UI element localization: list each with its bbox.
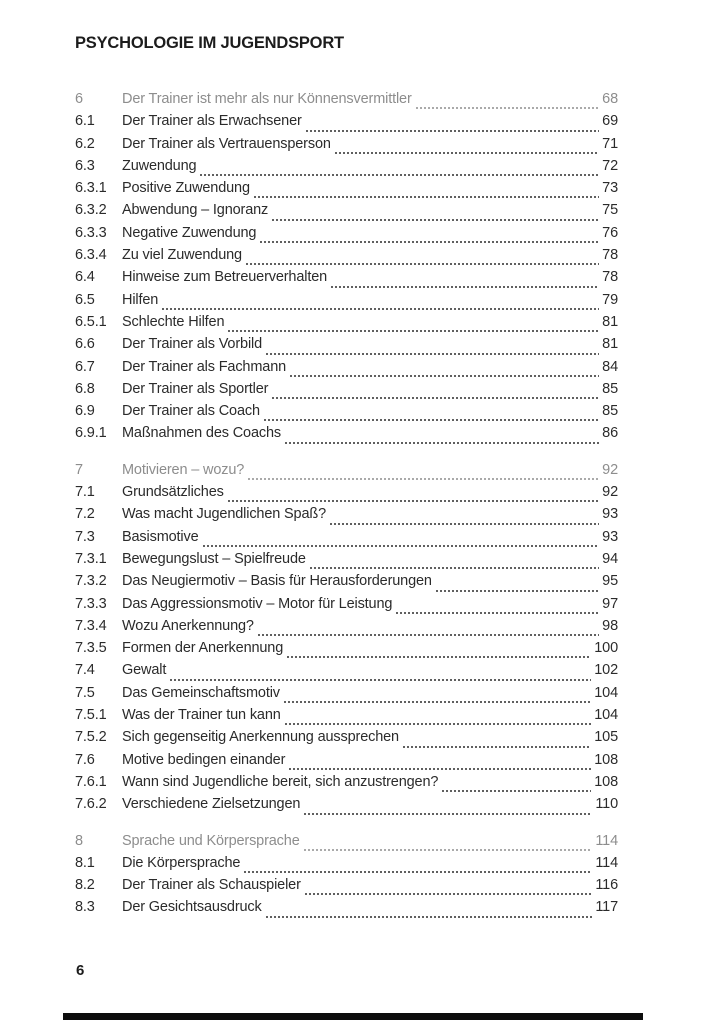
toc-entry-page: 92: [602, 461, 618, 478]
toc-entry-title: Schlechte Hilfen: [122, 313, 225, 330]
dot-leader: [200, 174, 599, 176]
toc-entry-number: 7: [75, 461, 83, 478]
toc-entry-title: Die Körpersprache: [122, 854, 241, 871]
toc-entry-number: 6.9: [75, 403, 95, 420]
dot-leader: [266, 916, 593, 918]
toc-entry-title: Sprache und Körpersprache: [122, 832, 300, 849]
toc-entry-page: 108: [594, 773, 618, 790]
toc-entry-page: 104: [594, 684, 618, 701]
toc-entry-title: Der Trainer als Coach: [122, 403, 260, 420]
toc-entry-page: 95: [602, 573, 618, 590]
toc-entry-page: 68: [602, 91, 618, 107]
toc-entry-number: 7.6.2: [75, 796, 107, 813]
toc-entry-page: 79: [602, 291, 618, 308]
toc-entry-page: 78: [602, 247, 618, 264]
dot-leader: [306, 130, 599, 132]
dot-leader: [330, 523, 599, 525]
dot-leader: [304, 813, 592, 815]
toc-entry-title: Der Trainer als Schauspieler: [122, 877, 301, 894]
toc-row: [75, 158, 618, 180]
dot-leader: [436, 590, 599, 592]
dot-leader: [244, 871, 592, 873]
toc-row: [75, 729, 618, 751]
dot-leader: [290, 375, 599, 377]
toc-entry-page: 81: [602, 313, 618, 330]
toc-entry-page: 117: [595, 899, 618, 916]
dot-leader: [228, 500, 599, 502]
toc-row: [75, 484, 618, 506]
toc-row: [75, 381, 618, 403]
toc-entry-title: Sich gegenseitig Anerkennung aussprechen: [122, 729, 399, 746]
toc-entry-page: 92: [602, 484, 618, 501]
toc-entry-title: Motivieren – wozu?: [122, 461, 245, 478]
toc-entry-title: Was der Trainer tun kann: [122, 707, 281, 724]
toc-entry-page: 97: [602, 595, 618, 612]
toc-entry-title: Abwendung – Ignoranz: [122, 202, 269, 219]
toc-entry-title: Gewalt: [122, 662, 167, 679]
toc-entry-number: 7.2: [75, 506, 95, 523]
toc-entry-title: Zu viel Zuwendung: [122, 247, 242, 264]
toc-row: [75, 202, 618, 224]
toc-entry-page: 85: [602, 380, 618, 397]
toc-entry-number: 7.5.2: [75, 729, 107, 746]
dot-leader: [284, 701, 591, 703]
toc-entry-number: 7.3.1: [75, 550, 107, 567]
toc-row: [75, 774, 618, 796]
toc-chapter-group: [75, 91, 618, 448]
toc-entry-number: 8.3: [75, 899, 95, 916]
toc-section-row: [75, 462, 618, 484]
dot-leader: [260, 241, 599, 243]
toc-row: [75, 425, 618, 447]
dot-leader: [258, 634, 599, 636]
dot-leader: [246, 263, 599, 265]
toc-entry-title: Das Gemeinschaftsmotiv: [122, 684, 280, 701]
toc-entry-page: 75: [602, 202, 618, 219]
toc-row: [75, 796, 618, 818]
toc-row: [75, 336, 618, 358]
toc-row: [75, 225, 618, 247]
toc-chapter-group: [75, 833, 618, 922]
toc-entry-page: 114: [595, 832, 618, 849]
toc-entry-page: 114: [595, 854, 618, 871]
toc-entry-number: 8: [75, 832, 83, 849]
toc-row: [75, 596, 618, 618]
toc-entry-title: Der Trainer als Vertrauensperson: [122, 135, 331, 152]
toc-entry-number: 6.8: [75, 380, 95, 397]
toc-entry-number: 7.5: [75, 684, 95, 701]
dot-leader: [289, 768, 591, 770]
toc-entry-page: 86: [602, 425, 618, 442]
footer-page-number: 6: [76, 962, 85, 979]
toc-chapter-group: [75, 462, 618, 819]
toc-entry-title: Basismotive: [122, 528, 199, 545]
toc-entry-number: 6.3.3: [75, 224, 107, 241]
toc-entry-title: Der Trainer als Vorbild: [122, 336, 262, 353]
toc-entry-title: Bewegungslust – Spielfreude: [122, 550, 306, 567]
dot-leader: [162, 308, 599, 310]
toc-entry-title: Verschiedene Zielsetzungen: [122, 796, 301, 813]
toc-list: [75, 91, 618, 922]
dot-leader: [272, 219, 599, 221]
dot-leader: [331, 286, 599, 288]
toc-entry-number: 6.9.1: [75, 425, 107, 442]
dot-leader: [248, 478, 599, 480]
dot-leader: [170, 679, 591, 681]
dot-leader: [305, 893, 593, 895]
toc-row: [75, 618, 618, 640]
dot-leader: [254, 196, 599, 198]
toc-row: [75, 529, 618, 551]
toc-entry-number: 7.5.1: [75, 707, 107, 724]
toc-entry-number: 6.6: [75, 336, 95, 353]
toc-entry-page: 72: [602, 157, 618, 174]
toc-entry-title: Maßnahmen des Coachs: [122, 425, 281, 442]
toc-row: [75, 180, 618, 202]
toc-entry-number: 7.6: [75, 751, 95, 768]
dot-leader: [396, 612, 599, 614]
toc-entry-page: 71: [602, 135, 618, 152]
toc-entry-title: Grundsätzliches: [122, 484, 224, 501]
toc-entry-page: 102: [594, 662, 618, 679]
toc-row: [75, 113, 618, 135]
toc-entry-page: 73: [602, 180, 618, 197]
toc-entry-title: Das Aggressionsmotiv – Motor für Leistung: [122, 595, 393, 612]
toc-entry-title: Wozu Anerkennung?: [122, 617, 254, 634]
toc-entry-number: 6.3.4: [75, 247, 107, 264]
toc-entry-number: 6.3.2: [75, 202, 107, 219]
toc-row: [75, 707, 618, 729]
toc-entry-page: 98: [602, 617, 618, 634]
toc-row: [75, 662, 618, 684]
toc-row: [75, 247, 618, 269]
toc-section-row: [75, 91, 618, 113]
toc-entry-page: 110: [595, 796, 618, 813]
toc-entry-number: 6.2: [75, 135, 95, 152]
toc-entry-number: 6: [75, 91, 83, 107]
toc-row: [75, 359, 618, 381]
toc-row: [75, 640, 618, 662]
toc-entry-title: Zuwendung: [122, 157, 197, 174]
toc-entry-page: 100: [594, 640, 618, 657]
dot-leader: [228, 330, 599, 332]
toc-entry-page: 94: [602, 550, 618, 567]
dot-leader: [266, 353, 599, 355]
toc-row: [75, 506, 618, 528]
toc-row: [75, 752, 618, 774]
page-header-title: PSYCHOLOGIE IM JUGENDSPORT: [75, 33, 344, 52]
dot-leader: [272, 397, 599, 399]
toc-entry-title: Formen der Anerkennung: [122, 640, 284, 657]
toc-entry-number: 7.3: [75, 528, 95, 545]
toc-entry-title: Das Neugiermotiv – Basis für Herausforderungen: [122, 573, 432, 590]
toc-entry-title: Der Gesichtsausdruck: [122, 899, 262, 916]
toc-entry-page: 85: [602, 403, 618, 420]
toc-entry-page: 76: [602, 224, 618, 241]
toc-entry-page: 93: [602, 506, 618, 523]
toc-entry-page: 108: [594, 751, 618, 768]
toc-entry-number: 7.3.3: [75, 595, 107, 612]
toc-entry-page: 78: [602, 269, 618, 286]
toc-entry-page: 69: [602, 113, 618, 130]
dot-leader: [285, 723, 592, 725]
toc-row: [75, 877, 618, 899]
toc-entry-page: 116: [595, 877, 618, 894]
toc-row: [75, 314, 618, 336]
dot-leader: [287, 656, 591, 658]
toc-entry-number: 8.1: [75, 854, 95, 871]
toc-entry-page: 105: [594, 729, 618, 746]
dot-leader: [264, 419, 599, 421]
toc-entry-title: Der Trainer als Erwachsener: [122, 113, 302, 130]
dot-leader: [416, 107, 600, 109]
toc-entry-number: 6.3.1: [75, 180, 107, 197]
toc-entry-number: 6.3: [75, 157, 95, 174]
toc-entry-number: 8.2: [75, 877, 95, 894]
toc-entry-number: 7.3.2: [75, 573, 107, 590]
toc-entry-title: Positive Zuwendung: [122, 180, 250, 197]
toc-entry-number: 7.3.4: [75, 617, 107, 634]
page-bottom-scan-bar: [63, 1013, 643, 1020]
toc-entry-title: Hilfen: [122, 291, 159, 308]
toc-row: [75, 899, 618, 921]
toc-entry-number: 6.5.1: [75, 313, 107, 330]
toc-entry-title: Was macht Jugendlichen Spaß?: [122, 506, 327, 523]
toc-entry-title: Der Trainer als Fachmann: [122, 358, 287, 375]
toc-entry-page: 104: [594, 707, 618, 724]
dot-leader: [335, 152, 599, 154]
toc-row: [75, 269, 618, 291]
dot-leader: [403, 746, 591, 748]
toc-entry-page: 81: [602, 336, 618, 353]
toc-entry-number: 7.1: [75, 484, 95, 501]
toc-entry-page: 93: [602, 528, 618, 545]
toc-entry-title: Der Trainer als Sportler: [122, 380, 269, 397]
toc-entry-number: 6.7: [75, 358, 95, 375]
dot-leader: [304, 849, 593, 851]
toc-entry-page: 84: [602, 358, 618, 375]
toc-entry-title: Wann sind Jugendliche bereit, sich anzustrengen?: [122, 773, 439, 790]
toc-row: [75, 292, 618, 314]
toc-row: [75, 685, 618, 707]
toc-entry-number: 7.3.5: [75, 640, 107, 657]
dot-leader: [203, 545, 600, 547]
toc-row: [75, 403, 618, 425]
toc-entry-number: 6.4: [75, 269, 95, 286]
dot-leader: [442, 790, 591, 792]
toc-entry-title: Negative Zuwendung: [122, 224, 257, 241]
toc-row: [75, 551, 618, 573]
dot-leader: [285, 442, 599, 444]
toc-row: [75, 136, 618, 158]
toc-entry-title: Motive bedingen einander: [122, 751, 286, 768]
toc-entry-number: 7.4: [75, 662, 95, 679]
dot-leader: [310, 567, 599, 569]
toc-section-row: [75, 833, 618, 855]
toc-row: [75, 573, 618, 595]
toc-entry-number: 6.5: [75, 291, 95, 308]
toc-entry-title: Der Trainer ist mehr als nur Könnensvermittler: [122, 91, 412, 107]
toc-row: [75, 855, 618, 877]
toc-entry-number: 6.1: [75, 113, 95, 130]
toc-entry-title: Hinweise zum Betreuerverhalten: [122, 269, 328, 286]
toc-entry-number: 7.6.1: [75, 773, 107, 790]
